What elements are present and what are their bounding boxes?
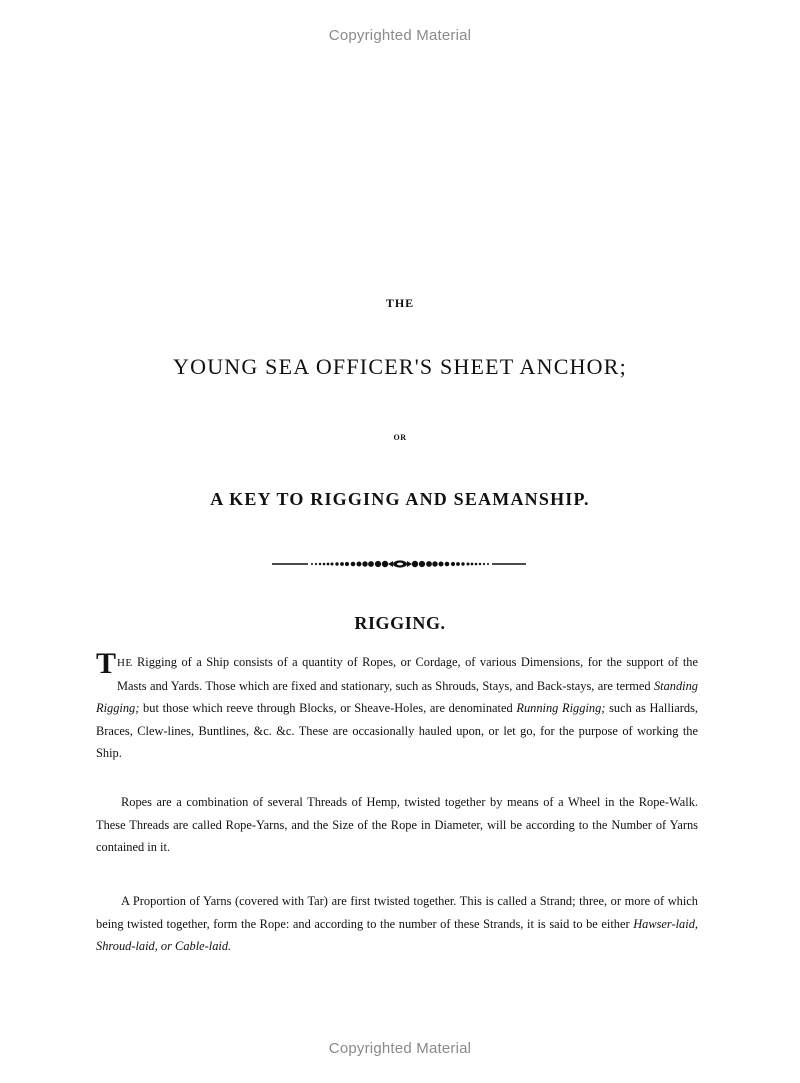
copyright-watermark-top: Copyrighted Material bbox=[328, 27, 472, 44]
paragraph-text: A Proportion of Yarns (covered with Tar) are first twisted together. This is called a Strand; three, or more of which being twisted together, form the Rope: and according to the number of these Strands, it is said to be either bbox=[96, 894, 698, 931]
section-heading: RIGGING. bbox=[354, 613, 446, 633]
paragraph-text: but those which reeve through Blocks, or Sheave-Holes, are denominated bbox=[139, 701, 517, 715]
drop-cap-continuation: HE bbox=[117, 657, 133, 669]
italic-term-standing-rigging: Standing Rigging; bbox=[96, 678, 698, 715]
paragraph-text: Rigging of a Ship consists of a quantity of Ropes, or Cordage, of various Dimensions, for the support of the Masts and Yards. Those which are fixed and stationary, such as Shrouds, Stays, and Back-stays, are termed bbox=[117, 655, 698, 693]
drop-cap: T bbox=[96, 647, 117, 680]
paragraph-ropes: Ropes are a combination of several Threads of Hemp, twisted together by means of a Wheel in the Rope-Walk. These Threads are called Rope-Yarns, and the Size of the Rope in Diameter, will be according to the Number of Yarns contained in it. bbox=[96, 795, 698, 854]
ornament-beads-left bbox=[311, 561, 388, 567]
ornamental-divider-icon bbox=[272, 556, 528, 572]
italic-term-lay-types: Hawser-laid, Shroud-laid, or Cable-laid. bbox=[96, 916, 698, 953]
italic-term-running-rigging: Running Rigging; bbox=[516, 701, 606, 715]
book-subtitle: A KEY TO RIGGING AND SEAMANSHIP. bbox=[210, 489, 590, 509]
paragraph-text: such as Halliards, Braces, Clew-lines, Buntlines, &c. &c. These are occasionally hauled upon, or let go, for the purpose of working the Ship. bbox=[96, 701, 698, 760]
ornament-center bbox=[388, 560, 412, 567]
paragraph-strands bbox=[96, 890, 698, 958]
paragraph-rigging-definition bbox=[96, 647, 698, 765]
book-title: YOUNG SEA OFFICER'S SHEET ANCHOR; bbox=[173, 354, 627, 379]
ornament-beads-right bbox=[412, 561, 489, 567]
title-conjunction: OR bbox=[393, 433, 407, 442]
copyright-watermark-bottom: Copyrighted Material bbox=[328, 1040, 472, 1057]
title-article: THE bbox=[385, 296, 415, 310]
